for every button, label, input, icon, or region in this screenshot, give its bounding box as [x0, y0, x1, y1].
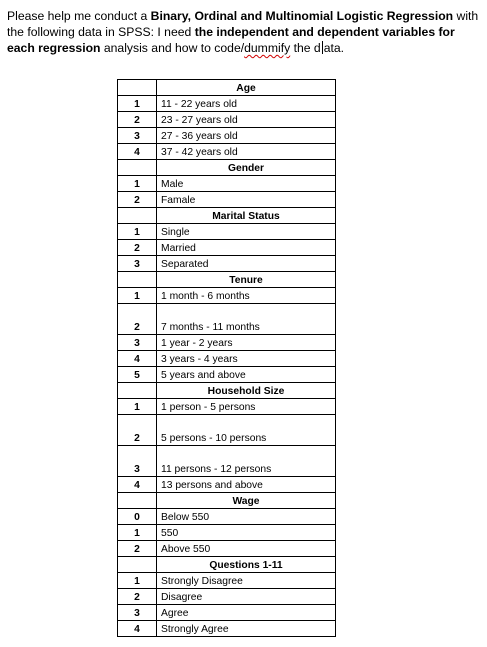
section-header-row [118, 493, 336, 509]
table-row [118, 509, 336, 525]
section-header-blank-cell[interactable] [118, 80, 157, 96]
table-row [118, 367, 336, 383]
code-cell[interactable]: 1 [118, 224, 157, 240]
code-cell[interactable]: 1 [118, 573, 157, 589]
table-row [118, 112, 336, 128]
code-cell[interactable]: 4 [118, 477, 157, 493]
label-cell[interactable]: 550 [157, 525, 336, 541]
table-row [118, 589, 336, 605]
code-cell[interactable]: 2 [118, 112, 157, 128]
intro-bold-2: the independent and dependent variables for each regression [7, 25, 455, 55]
label-cell[interactable]: 37 - 42 years old [157, 144, 336, 160]
text-cursor [322, 41, 323, 54]
section-title[interactable]: Age [157, 80, 336, 96]
code-cell[interactable]: 1 [118, 399, 157, 415]
table-row [118, 240, 336, 256]
code-cell[interactable]: 4 [118, 144, 157, 160]
section-title[interactable]: Questions 1-11 [157, 557, 336, 573]
code-cell[interactable]: 0 [118, 509, 157, 525]
table-row [118, 224, 336, 240]
section-title[interactable]: Wage [157, 493, 336, 509]
table-row [118, 256, 336, 272]
label-cell[interactable]: 23 - 27 years old [157, 112, 336, 128]
section-header-blank-cell[interactable] [118, 208, 157, 224]
label-cell[interactable]: 3 years - 4 years [157, 351, 336, 367]
label-cell[interactable]: Strongly Disagree [157, 573, 336, 589]
label-cell[interactable]: 7 months - 11 months [157, 304, 336, 335]
code-cell[interactable]: 2 [118, 541, 157, 557]
misspelled-word[interactable]: dummify [244, 41, 291, 55]
label-cell[interactable]: Agree [157, 605, 336, 621]
section-title[interactable]: Marital Status [157, 208, 336, 224]
section-title[interactable]: Household Size [157, 383, 336, 399]
code-cell[interactable]: 4 [118, 351, 157, 367]
code-cell[interactable]: 2 [118, 415, 157, 446]
label-cell[interactable]: 13 persons and above [157, 477, 336, 493]
label-cell[interactable]: 1 month - 6 months [157, 288, 336, 304]
section-header-blank-cell[interactable] [118, 383, 157, 399]
section-header-blank-cell[interactable] [118, 272, 157, 288]
intro-text-2: with the following data in SPSS: I need [7, 9, 479, 39]
section-header-row [118, 272, 336, 288]
table-row [118, 541, 336, 557]
label-cell[interactable]: Below 550 [157, 509, 336, 525]
code-cell[interactable]: 2 [118, 192, 157, 208]
table-row [118, 399, 336, 415]
label-cell[interactable]: 1 person - 5 persons [157, 399, 336, 415]
table-row [118, 525, 336, 541]
section-header-row [118, 160, 336, 176]
intro-text-1: Please help me conduct a [7, 9, 151, 23]
label-cell[interactable]: 5 years and above [157, 367, 336, 383]
label-cell[interactable]: 11 persons - 12 persons [157, 446, 336, 477]
table-row [118, 192, 336, 208]
code-cell[interactable]: 1 [118, 288, 157, 304]
code-cell[interactable]: 3 [118, 446, 157, 477]
label-cell[interactable]: Married [157, 240, 336, 256]
label-cell[interactable]: 27 - 36 years old [157, 128, 336, 144]
code-cell[interactable]: 1 [118, 96, 157, 112]
section-header-row [118, 557, 336, 573]
section-header-blank-cell[interactable] [118, 557, 157, 573]
table-row [118, 288, 336, 304]
table-row [118, 335, 336, 351]
table-row [118, 477, 336, 493]
label-cell[interactable]: Famale [157, 192, 336, 208]
table-row [118, 621, 336, 637]
intro-text-4a: the d [290, 41, 321, 55]
table-row [118, 351, 336, 367]
label-cell[interactable]: Disagree [157, 589, 336, 605]
table-row [118, 176, 336, 192]
label-cell[interactable]: Above 550 [157, 541, 336, 557]
code-cell[interactable]: 2 [118, 304, 157, 335]
table-row [118, 573, 336, 589]
table-row [118, 144, 336, 160]
section-header-blank-cell[interactable] [118, 160, 157, 176]
section-title[interactable]: Gender [157, 160, 336, 176]
code-cell[interactable]: 5 [118, 367, 157, 383]
section-title[interactable]: Tenure [157, 272, 336, 288]
table-row [118, 96, 336, 112]
label-cell[interactable]: 11 - 22 years old [157, 96, 336, 112]
section-header-row [118, 80, 336, 96]
code-cell[interactable]: 4 [118, 621, 157, 637]
table-row [118, 415, 336, 446]
intro-text-3: analysis and how to code/ [100, 41, 245, 55]
code-cell[interactable]: 1 [118, 176, 157, 192]
code-cell[interactable]: 3 [118, 335, 157, 351]
label-cell[interactable]: 1 year - 2 years [157, 335, 336, 351]
code-cell[interactable]: 3 [118, 256, 157, 272]
code-cell[interactable]: 2 [118, 240, 157, 256]
table-row [118, 128, 336, 144]
table-row [118, 605, 336, 621]
code-cell[interactable]: 1 [118, 525, 157, 541]
code-cell[interactable]: 3 [118, 605, 157, 621]
intro-paragraph [7, 8, 481, 56]
intro-text-4b: ata. [323, 41, 345, 55]
code-cell[interactable]: 2 [118, 589, 157, 605]
label-cell[interactable]: Single [157, 224, 336, 240]
variable-coding-table [117, 79, 336, 637]
label-cell[interactable]: 5 persons - 10 persons [157, 415, 336, 446]
label-cell[interactable]: Strongly Agree [157, 621, 336, 637]
label-cell[interactable]: Separated [157, 256, 336, 272]
intro-bold-1: Binary, Ordinal and Multinomial Logistic Regression [150, 9, 454, 23]
table-row [118, 304, 336, 335]
label-cell[interactable]: Male [157, 176, 336, 192]
code-cell[interactable]: 3 [118, 128, 157, 144]
table-row [118, 446, 336, 477]
section-header-blank-cell[interactable] [118, 493, 157, 509]
section-header-row [118, 383, 336, 399]
section-header-row [118, 208, 336, 224]
